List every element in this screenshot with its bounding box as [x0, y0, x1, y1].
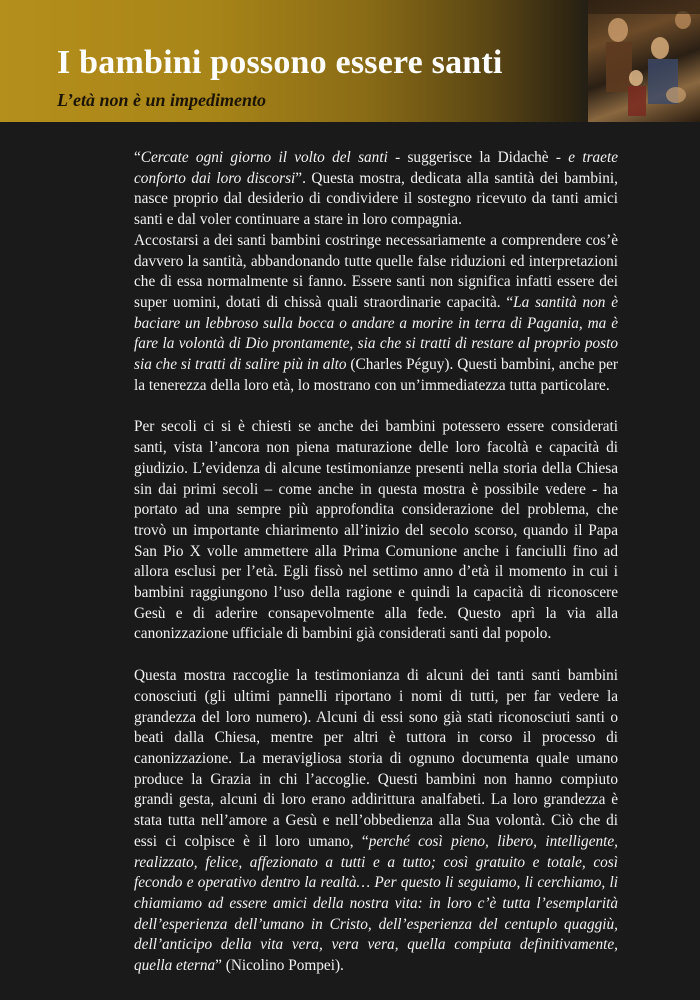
body-text [134, 148, 618, 977]
paragraph-2-text: Accostarsi a dei santi bambini costringe necessariamente a comprendere cos’è davvero la santità, abbandonando tutte quelle false riduzioni ed interpretazioni che di essa normalmente si fanno. Essere santi non significa infatti essere dei super uomini, dotati di chissà quali straordinarie capacità. “ [134, 231, 618, 311]
paragraph-gap [134, 645, 618, 666]
paragraph-4-text: Questa mostra raccoglie la testimonianza di alcuni dei tanti santi bambini conosciuti (gli ultimi pannelli riportano i nomi di tutti, per far vedere la grandezza del loro numero). Alcuni di essi sono già stati riconosciuti santi o beati dalla Chiesa, mentre per altri è tuttora in corso il processo di canonizzazione. La meravigliosa storia di ognuno documenta quale umano produce la Grazia in chi l’accoglie. Questi bambini non hanno compiuto grandi gesta, alcuni di loro erano addirittura analfabeti. La loro grandezza è stata tutta nell’amore a Gesù e nell’obbedienza alla Sua volontà. Ciò che di essi ci colpisce è il loro umano, “ [134, 667, 618, 850]
didache-quote-part-2: e traete conforto dai loro discorsi [134, 149, 618, 187]
page-title: I bambini possono essere santi [57, 44, 503, 81]
paragraph-4 [134, 666, 618, 977]
header-painting [588, 0, 700, 122]
paragraph-4-end: ” (Nicolino Pompei). [215, 957, 344, 975]
paragraph-3: Per secoli ci si è chiesti se anche dei bambini potessero essere considerati santi, vista l’ancora non piena maturazione delle loro facoltà e capacità di giudizio. L’evidenza di alcune testimonianze presenti nella storia della Chiesa sin dai primi secoli – come anche in questa mostra è possibile vedere - ha portato ad una sempre più approfondita considerazione del problema, che trovò un importante chiarimento all’inizio del secolo scorso, quando il Papa San Pio X volle ammettere alla Prima Comunione anche i fanciulli fino ad allora esclusi per l’età. Egli fissò nel settimo anno d’età il momento in cui i bambini raggiungono l’uso della ragione e quindi la capacità di riconoscere Gesù e di aderire consapevolmente alla fede. Questo aprì la via alla canonizzazione ufficiale di bambini già considerati santi dal popolo. [134, 418, 618, 643]
peguy-quote: La santità non è baciare un lebbroso sulla bocca o andare a morire in terra di Pagania, ma è fare la volontà di Dio prontamente, sia che si tratti di restare al proprio posto sia che si tratti di salire più in alto [134, 293, 618, 374]
paragraph-1 [134, 148, 618, 231]
paragraph-2 [134, 231, 618, 397]
paragraph-gap [134, 396, 618, 417]
paragraph-1-text: ”. Questa mostra, dedicata alla santità dei bambini, nasce proprio dal desiderio di condividere il sostegno ricevuto da tanti amici santi e dal voler continuare a stare in loro compagnia. [134, 169, 618, 229]
pompei-quote: perché così pieno, libero, intelligente, realizzato, felice, affezionato a tutti e a tutto; così gratuito e totale, così fecondo e operativo dentro la realtà… Per questo li seguiamo, li cerchiamo, li chiamiamo ad essere amici della nostra vita: in loro c’è tutta l’esemplarità dell’esperienza dell’umano in Cristo, dell’esperienza del centuplo quaggiù, dell’anticipo della vita vera, vera vera, quella compiuta definitivamente, quella eterna [134, 832, 618, 975]
paragraph-2-end: (Charles Péguy). Questi bambini, anche per la tenerezza della loro età, lo mostrano con un’immediatezza tutta particolare. [134, 356, 618, 394]
didache-quote-part-1: Cercate ogni giorno il volto del santi [140, 149, 388, 166]
page-subtitle: L’età non è un impedimento [57, 90, 267, 110]
header-banner [0, 0, 700, 122]
didache-attribution: - suggerisce la Didachè - [387, 149, 569, 166]
quote-open: “ [134, 149, 141, 166]
